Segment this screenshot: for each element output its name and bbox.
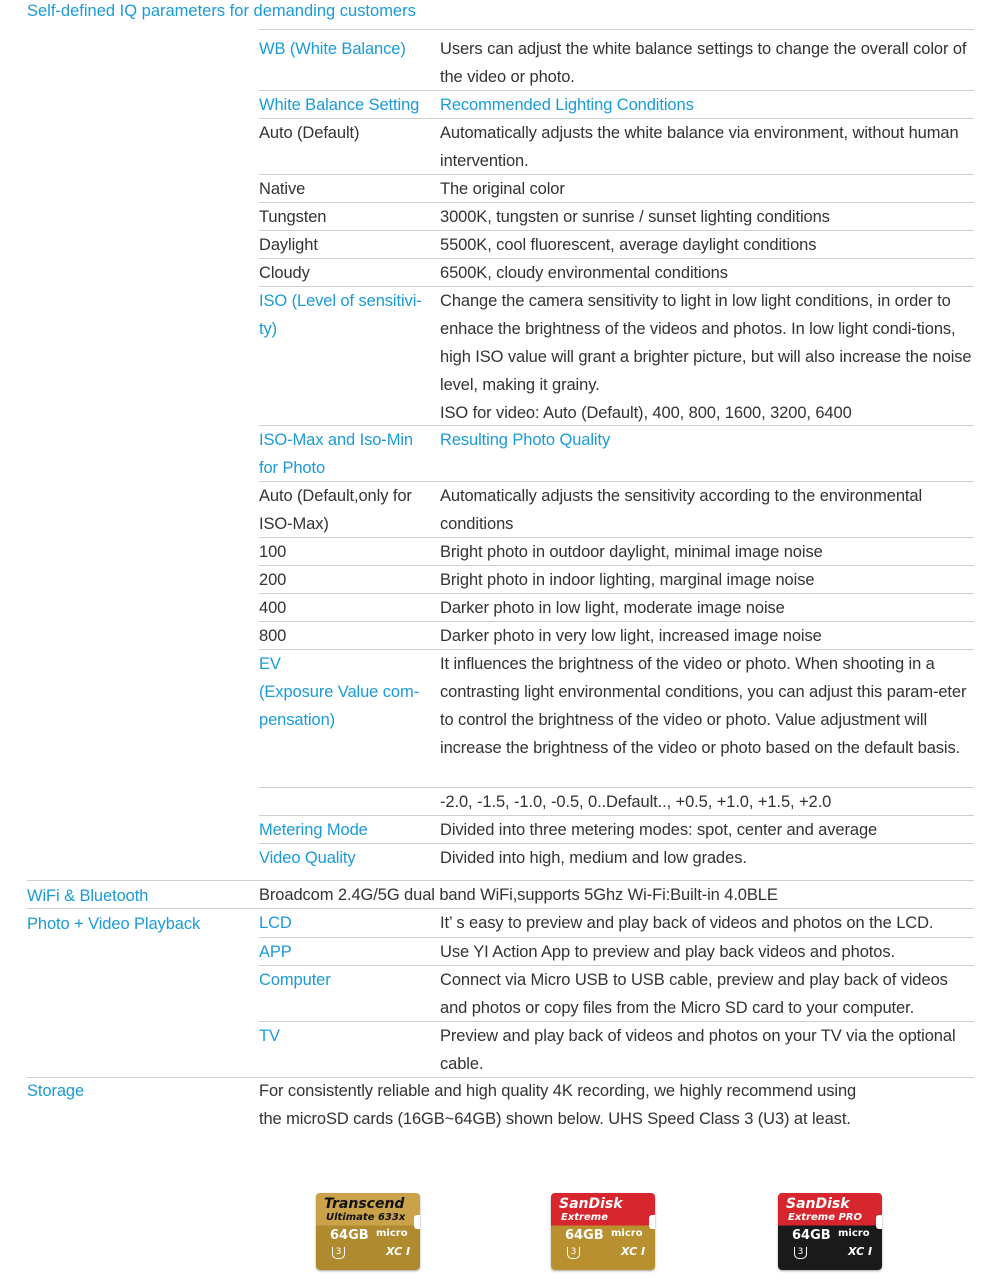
row-label: LCD — [259, 914, 292, 932]
storage-line-2: the microSD cards (16GB~64GB) shown below. UHS Speed Class 3 (U3) at least. — [259, 1110, 851, 1128]
card-model: Extreme — [561, 1212, 608, 1223]
row-label: 100 — [259, 543, 287, 561]
table-row — [259, 286, 974, 425]
table-row — [259, 35, 974, 90]
row-value-text: Users can adjust the white balance settings to change the overall color of the video or photo. — [440, 40, 967, 86]
row-value — [440, 482, 974, 538]
card-xc-logo: XC I — [621, 1245, 646, 1258]
row-value — [440, 650, 974, 762]
row-value — [440, 231, 974, 259]
row-value-text: Bright photo in outdoor daylight, minimal image noise — [440, 543, 823, 561]
card-brand: SanDisk — [786, 1196, 850, 1212]
row-value-text: Divided into three metering modes: spot, center and average — [440, 821, 878, 839]
row-value — [440, 91, 974, 119]
row-label: APP — [259, 943, 292, 961]
table-row — [259, 593, 974, 621]
row-value-text: 6500K, cloudy environmental conditions — [440, 264, 728, 282]
table-row — [259, 565, 974, 593]
divider — [259, 29, 974, 30]
row-value-text: Automatically adjusts the sensitivity according to the environmental conditions — [440, 487, 923, 533]
row-label: ISO-Max and Iso-Min for Photo — [259, 431, 413, 477]
row-label: Tungsten — [259, 208, 327, 226]
row-label: TV — [259, 1027, 280, 1045]
storage-label: Storage — [27, 1082, 85, 1100]
row-label: 800 — [259, 627, 287, 645]
row-label: Metering Mode — [259, 821, 368, 839]
row-label: ISO (Level of sensitivi-ty) — [259, 292, 422, 338]
row-value — [440, 35, 974, 91]
row-value — [440, 816, 974, 844]
row-value — [440, 622, 974, 650]
row-value-text: The original color — [440, 180, 565, 198]
row-value — [440, 175, 974, 203]
table-row — [259, 258, 974, 286]
card-u3-badge: 3 — [332, 1247, 345, 1259]
row-value: Preview and play back of videos and photos on your TV via the optional cable. — [440, 1027, 956, 1073]
card-xc-logo: XC I — [848, 1245, 873, 1258]
card-notch — [649, 1215, 655, 1229]
card-brand: Transcend — [324, 1196, 405, 1212]
row-label: Auto (Default,only for ISO-Max) — [259, 487, 412, 533]
table-row — [259, 118, 974, 174]
row-value-text: Recommended Lighting Conditions — [440, 96, 694, 114]
row-value — [440, 203, 974, 231]
row-value-text: Bright photo in indoor lighting, marginal image noise — [440, 571, 815, 589]
card-capacity: 64GB — [792, 1228, 831, 1243]
row-value-text: Divided into high, medium and low grades. — [440, 849, 747, 867]
row-value-text: Resulting Photo Quality — [440, 431, 611, 449]
card-u3-badge: 3 — [567, 1247, 580, 1259]
table-row — [259, 230, 974, 258]
card-micro-logo: micro — [838, 1228, 870, 1239]
row-value-text: 3000K, tungsten or sunrise / sunset lighting conditions — [440, 208, 830, 226]
row-value-text: 5500K, cool fluorescent, average daylight conditions — [440, 236, 817, 254]
row-value — [440, 259, 974, 287]
table-row — [259, 815, 974, 843]
row-value-text: Darker photo in very low light, increased image noise — [440, 627, 822, 645]
row-label: White Balance Setting — [259, 96, 420, 114]
table-row — [259, 425, 974, 481]
table-row — [259, 1021, 974, 1077]
card-notch — [876, 1215, 882, 1229]
table-row — [259, 843, 974, 871]
microsd-card-image — [316, 1193, 420, 1270]
card-model: Extreme PRO — [788, 1212, 862, 1223]
row-value-extra: ISO for video: Auto (Default), 400, 800, 1600, 3200, 6400 — [440, 404, 852, 422]
playback-label: Photo + Video Playback — [27, 915, 201, 933]
row-label: Video Quality — [259, 849, 356, 867]
card-micro-logo: micro — [611, 1228, 643, 1239]
row-value — [440, 844, 974, 872]
row-value-text: Change the camera sensitivity to light in low light conditions, in order to enhace the brightness of the videos and photos. In low light condi-tions, high ISO value will grant a brighter picture, but will also increase the noise level, making it grainy. — [440, 292, 972, 394]
card-micro-logo: micro — [376, 1228, 408, 1239]
card-notch — [414, 1215, 420, 1229]
table-row — [259, 937, 974, 965]
row-value-text: Darker photo in low light, moderate image noise — [440, 599, 785, 617]
table-row — [259, 481, 974, 537]
table-row — [259, 202, 974, 230]
row-value: Connect via Micro USB to USB cable, preview and play back of videos and photos or copy files from the Micro SD card to your computer. — [440, 971, 948, 1017]
row-label: Computer — [259, 971, 331, 989]
row-value — [440, 538, 974, 566]
row-label-extra: (Exposure Value com-pensation) — [259, 683, 420, 729]
microsd-card-image — [551, 1193, 655, 1270]
table-row — [259, 909, 974, 937]
row-value — [440, 119, 974, 175]
table-row — [259, 537, 974, 565]
table-row — [259, 649, 974, 787]
table-row — [259, 621, 974, 649]
row-value — [440, 566, 974, 594]
card-xc-logo: XC I — [386, 1245, 411, 1258]
storage-line-1: For consistently reliable and high quality 4K recording, we highly recommend using — [259, 1082, 857, 1100]
card-u3-badge: 3 — [794, 1247, 807, 1259]
section-heading: Self-defined IQ parameters for demanding customers — [27, 2, 416, 20]
table-row — [259, 965, 974, 1021]
row-value — [440, 426, 974, 454]
table-row — [259, 90, 974, 118]
card-model: Ultimate 633x — [326, 1212, 406, 1223]
card-brand: SanDisk — [559, 1196, 623, 1212]
table-row — [259, 787, 974, 815]
table-row — [259, 174, 974, 202]
row-label: Auto (Default) — [259, 124, 360, 142]
wifi-value: Broadcom 2.4G/5G dual band WiFi,supports 5Ghz Wi-Fi:Built-in 4.0BLE — [259, 886, 778, 904]
row-value — [440, 287, 974, 427]
row-value: It’ s easy to preview and play back of videos and photos on the LCD. — [440, 914, 934, 932]
row-value — [440, 594, 974, 622]
row-label: 200 — [259, 571, 287, 589]
row-label: EV (Exposure Value com-pensation) — [259, 650, 431, 734]
row-value: Use YI Action App to preview and play back videos and photos. — [440, 943, 895, 961]
row-label: Daylight — [259, 236, 318, 254]
row-label: 400 — [259, 599, 287, 617]
row-label: Native — [259, 180, 306, 198]
row-value-text: Automatically adjusts the white balance via environment, without human intervention. — [440, 124, 959, 170]
card-capacity: 64GB — [330, 1228, 369, 1243]
row-value — [440, 788, 974, 816]
wifi-label: WiFi & Bluetooth — [27, 887, 149, 905]
row-value-text: It influences the brightness of the video or photo. When shooting in a contrasting light environmental conditions, you can adjust this param-eter to control the brightness of the video or photo. Value adjustment will increase the brightness of the video or photo based on the default basis. — [440, 655, 967, 757]
row-value-text: -2.0, -1.5, -1.0, -0.5, 0..Default.., +0.5, +1.0, +1.5, +2.0 — [440, 793, 832, 811]
row-label: Cloudy — [259, 264, 310, 282]
card-capacity: 64GB — [565, 1228, 604, 1243]
row-label: WB (White Balance) — [259, 40, 406, 58]
microsd-card-image — [778, 1193, 882, 1270]
